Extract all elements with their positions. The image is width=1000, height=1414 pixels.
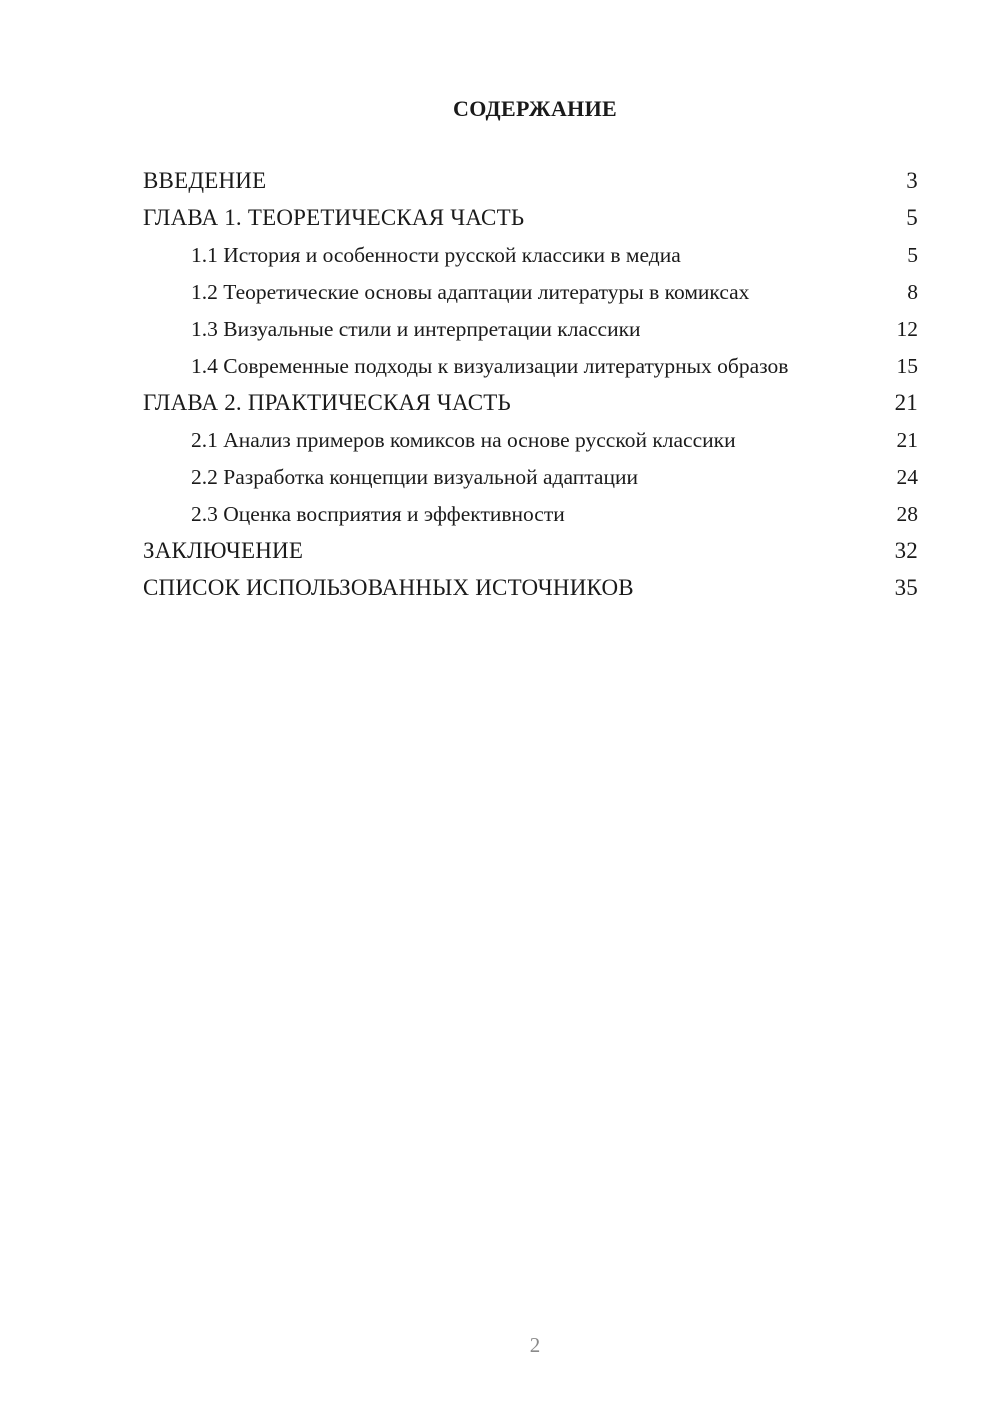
toc-entry-references (143, 575, 918, 601)
toc-entry-label: 1.4 Современные подходы к визуализации литературных образов (191, 354, 789, 378)
toc-entry-label: 1.1 История и особенности русской классики в медиа (191, 243, 681, 267)
toc-entry-page: 35 (894, 575, 918, 600)
toc-entry-page: 5 (906, 205, 918, 230)
toc-entry-section-1-2 (143, 279, 918, 305)
toc-entry-conclusion (143, 538, 918, 564)
toc-entry-label: 1.3 Визуальные стили и интерпретации классики (191, 317, 641, 341)
toc-entry-label: ГЛАВА 2. ПРАКТИЧЕСКАЯ ЧАСТЬ (143, 390, 511, 415)
toc-entry-label: СПИСОК ИСПОЛЬЗОВАННЫХ ИСТОЧНИКОВ (143, 575, 634, 600)
toc-entry-page: 5 (907, 243, 918, 267)
toc-entry-label: ЗАКЛЮЧЕНИЕ (143, 538, 304, 563)
toc-entry-page: 12 (896, 317, 918, 341)
toc-entry-section-2-2 (143, 464, 918, 490)
toc-entry-page: 24 (896, 465, 918, 489)
toc-entry-page: 32 (894, 538, 918, 563)
toc-entry-chapter-2 (143, 390, 918, 416)
toc-entry-page: 21 (894, 390, 918, 415)
toc-entry-label: 2.3 Оценка восприятия и эффективности (191, 502, 565, 526)
toc-entry-section-1-3 (143, 316, 918, 342)
toc-entry-introduction (143, 168, 918, 194)
toc-entry-section-1-4 (143, 353, 918, 379)
toc-entry-label: 2.2 Разработка концепции визуальной адаптации (191, 465, 638, 489)
toc-entry-label: 1.2 Теоретические основы адаптации литературы в комиксах (191, 280, 750, 304)
toc-entry-page: 15 (896, 354, 918, 378)
toc-title: СОДЕРЖАНИЕ (453, 96, 617, 121)
table-of-contents (143, 168, 918, 612)
toc-entry-label: ВВЕДЕНИЕ (143, 168, 267, 193)
toc-entry-section-2-3 (143, 501, 918, 527)
toc-entry-chapter-1 (143, 205, 918, 231)
toc-entry-page: 8 (907, 280, 918, 304)
toc-entry-label: 2.1 Анализ примеров комиксов на основе русской классики (191, 428, 736, 452)
toc-entry-label: ГЛАВА 1. ТЕОРЕТИЧЕСКАЯ ЧАСТЬ (143, 205, 525, 230)
page-number: 2 (529, 1333, 541, 1357)
toc-entry-page: 28 (896, 502, 918, 526)
toc-entry-section-2-1 (143, 427, 918, 453)
toc-entry-page: 3 (906, 168, 918, 193)
toc-entry-page: 21 (896, 428, 918, 452)
toc-entry-section-1-1 (143, 242, 918, 268)
